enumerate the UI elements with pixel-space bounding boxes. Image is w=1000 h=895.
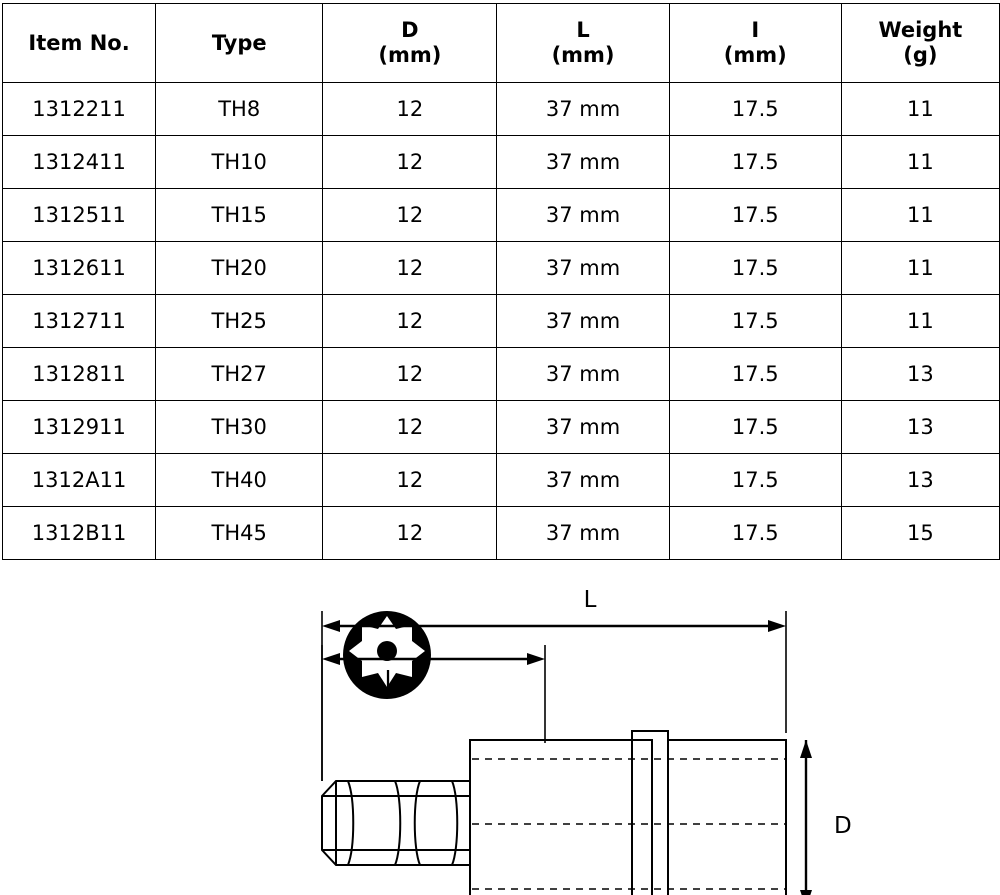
table-row xyxy=(3,295,1000,348)
column-header-i-unit: (mm) xyxy=(723,43,787,67)
cell-type: TH20 xyxy=(156,242,323,295)
cell-weight: 13 xyxy=(841,454,999,507)
cell-i: 17.5 xyxy=(669,189,841,242)
column-header-item-no-label: Item No. xyxy=(28,30,130,55)
column-header-d xyxy=(323,4,497,83)
cell-l: 37 mm xyxy=(497,136,669,189)
dimension-label-i: I xyxy=(384,667,392,693)
cell-d: 12 xyxy=(323,136,497,189)
cell-type: TH27 xyxy=(156,348,323,401)
cell-i: 17.5 xyxy=(669,454,841,507)
cell-item-no: 1312811 xyxy=(3,348,156,401)
cell-d: 12 xyxy=(323,189,497,242)
cell-l: 37 mm xyxy=(497,189,669,242)
column-header-item-no xyxy=(3,4,156,83)
cell-type: TH8 xyxy=(156,83,323,136)
dimension-diameter xyxy=(800,740,852,895)
table-row xyxy=(3,454,1000,507)
bit-socket-outline xyxy=(322,731,786,895)
table-body xyxy=(3,83,1000,560)
cell-l: 37 mm xyxy=(497,454,669,507)
column-header-d-unit: (mm) xyxy=(378,43,442,67)
column-header-l-label: L xyxy=(576,18,590,43)
cell-i: 17.5 xyxy=(669,136,841,189)
table-row xyxy=(3,242,1000,295)
cell-d: 12 xyxy=(323,401,497,454)
cell-weight: 11 xyxy=(841,242,999,295)
cell-l: 37 mm xyxy=(497,83,669,136)
table-row xyxy=(3,189,1000,242)
cell-i: 17.5 xyxy=(669,348,841,401)
cell-type: TH40 xyxy=(156,454,323,507)
table-row xyxy=(3,348,1000,401)
table-row xyxy=(3,401,1000,454)
table-header xyxy=(3,4,1000,83)
cell-weight: 11 xyxy=(841,83,999,136)
cell-weight: 11 xyxy=(841,295,999,348)
cell-l: 37 mm xyxy=(497,242,669,295)
cell-d: 12 xyxy=(323,83,497,136)
cell-i: 17.5 xyxy=(669,507,841,560)
table-row xyxy=(3,83,1000,136)
spec-sheet-page xyxy=(0,3,1000,895)
cell-d: 12 xyxy=(323,242,497,295)
cell-i: 17.5 xyxy=(669,242,841,295)
technical-drawing xyxy=(0,583,1000,895)
table-header-row xyxy=(3,4,1000,83)
cell-type: TH25 xyxy=(156,295,323,348)
column-header-l xyxy=(497,4,669,83)
column-header-weight-label: Weight xyxy=(878,18,963,43)
dimension-label-d: D xyxy=(834,813,852,839)
cell-weight: 13 xyxy=(841,401,999,454)
socket-hidden-lines xyxy=(472,759,786,889)
cell-weight: 11 xyxy=(841,136,999,189)
cell-item-no: 1312911 xyxy=(3,401,156,454)
cell-item-no: 1312A11 xyxy=(3,454,156,507)
cell-l: 37 mm xyxy=(497,348,669,401)
cell-l: 37 mm xyxy=(497,507,669,560)
column-header-type xyxy=(156,4,323,83)
column-header-weight-unit: (g) xyxy=(903,43,938,67)
cell-weight: 11 xyxy=(841,189,999,242)
cell-item-no: 1312411 xyxy=(3,136,156,189)
column-header-i-label: I xyxy=(751,18,760,43)
cell-d: 12 xyxy=(323,454,497,507)
specification-table xyxy=(2,3,1000,560)
cell-type: TH30 xyxy=(156,401,323,454)
cell-i: 17.5 xyxy=(669,401,841,454)
cell-item-no: 1312511 xyxy=(3,189,156,242)
cell-d: 12 xyxy=(323,295,497,348)
column-header-i xyxy=(669,4,841,83)
cell-type: TH45 xyxy=(156,507,323,560)
cell-type: TH15 xyxy=(156,189,323,242)
table-row xyxy=(3,136,1000,189)
cell-item-no: 1312B11 xyxy=(3,507,156,560)
cell-item-no: 1312211 xyxy=(3,83,156,136)
column-header-d-label: D xyxy=(401,18,419,43)
column-header-l-unit: (mm) xyxy=(551,43,615,67)
cell-i: 17.5 xyxy=(669,295,841,348)
cell-item-no: 1312611 xyxy=(3,242,156,295)
cell-i: 17.5 xyxy=(669,83,841,136)
table-row xyxy=(3,507,1000,560)
cell-weight: 13 xyxy=(841,348,999,401)
cell-type: TH10 xyxy=(156,136,323,189)
dimension-label-l: L xyxy=(583,587,597,613)
cell-l: 37 mm xyxy=(497,401,669,454)
column-header-weight xyxy=(841,4,999,83)
cell-item-no: 1312711 xyxy=(3,295,156,348)
cell-weight: 15 xyxy=(841,507,999,560)
cell-d: 12 xyxy=(323,348,497,401)
column-header-type-label: Type xyxy=(211,30,267,55)
cell-l: 37 mm xyxy=(497,295,669,348)
cell-d: 12 xyxy=(323,507,497,560)
